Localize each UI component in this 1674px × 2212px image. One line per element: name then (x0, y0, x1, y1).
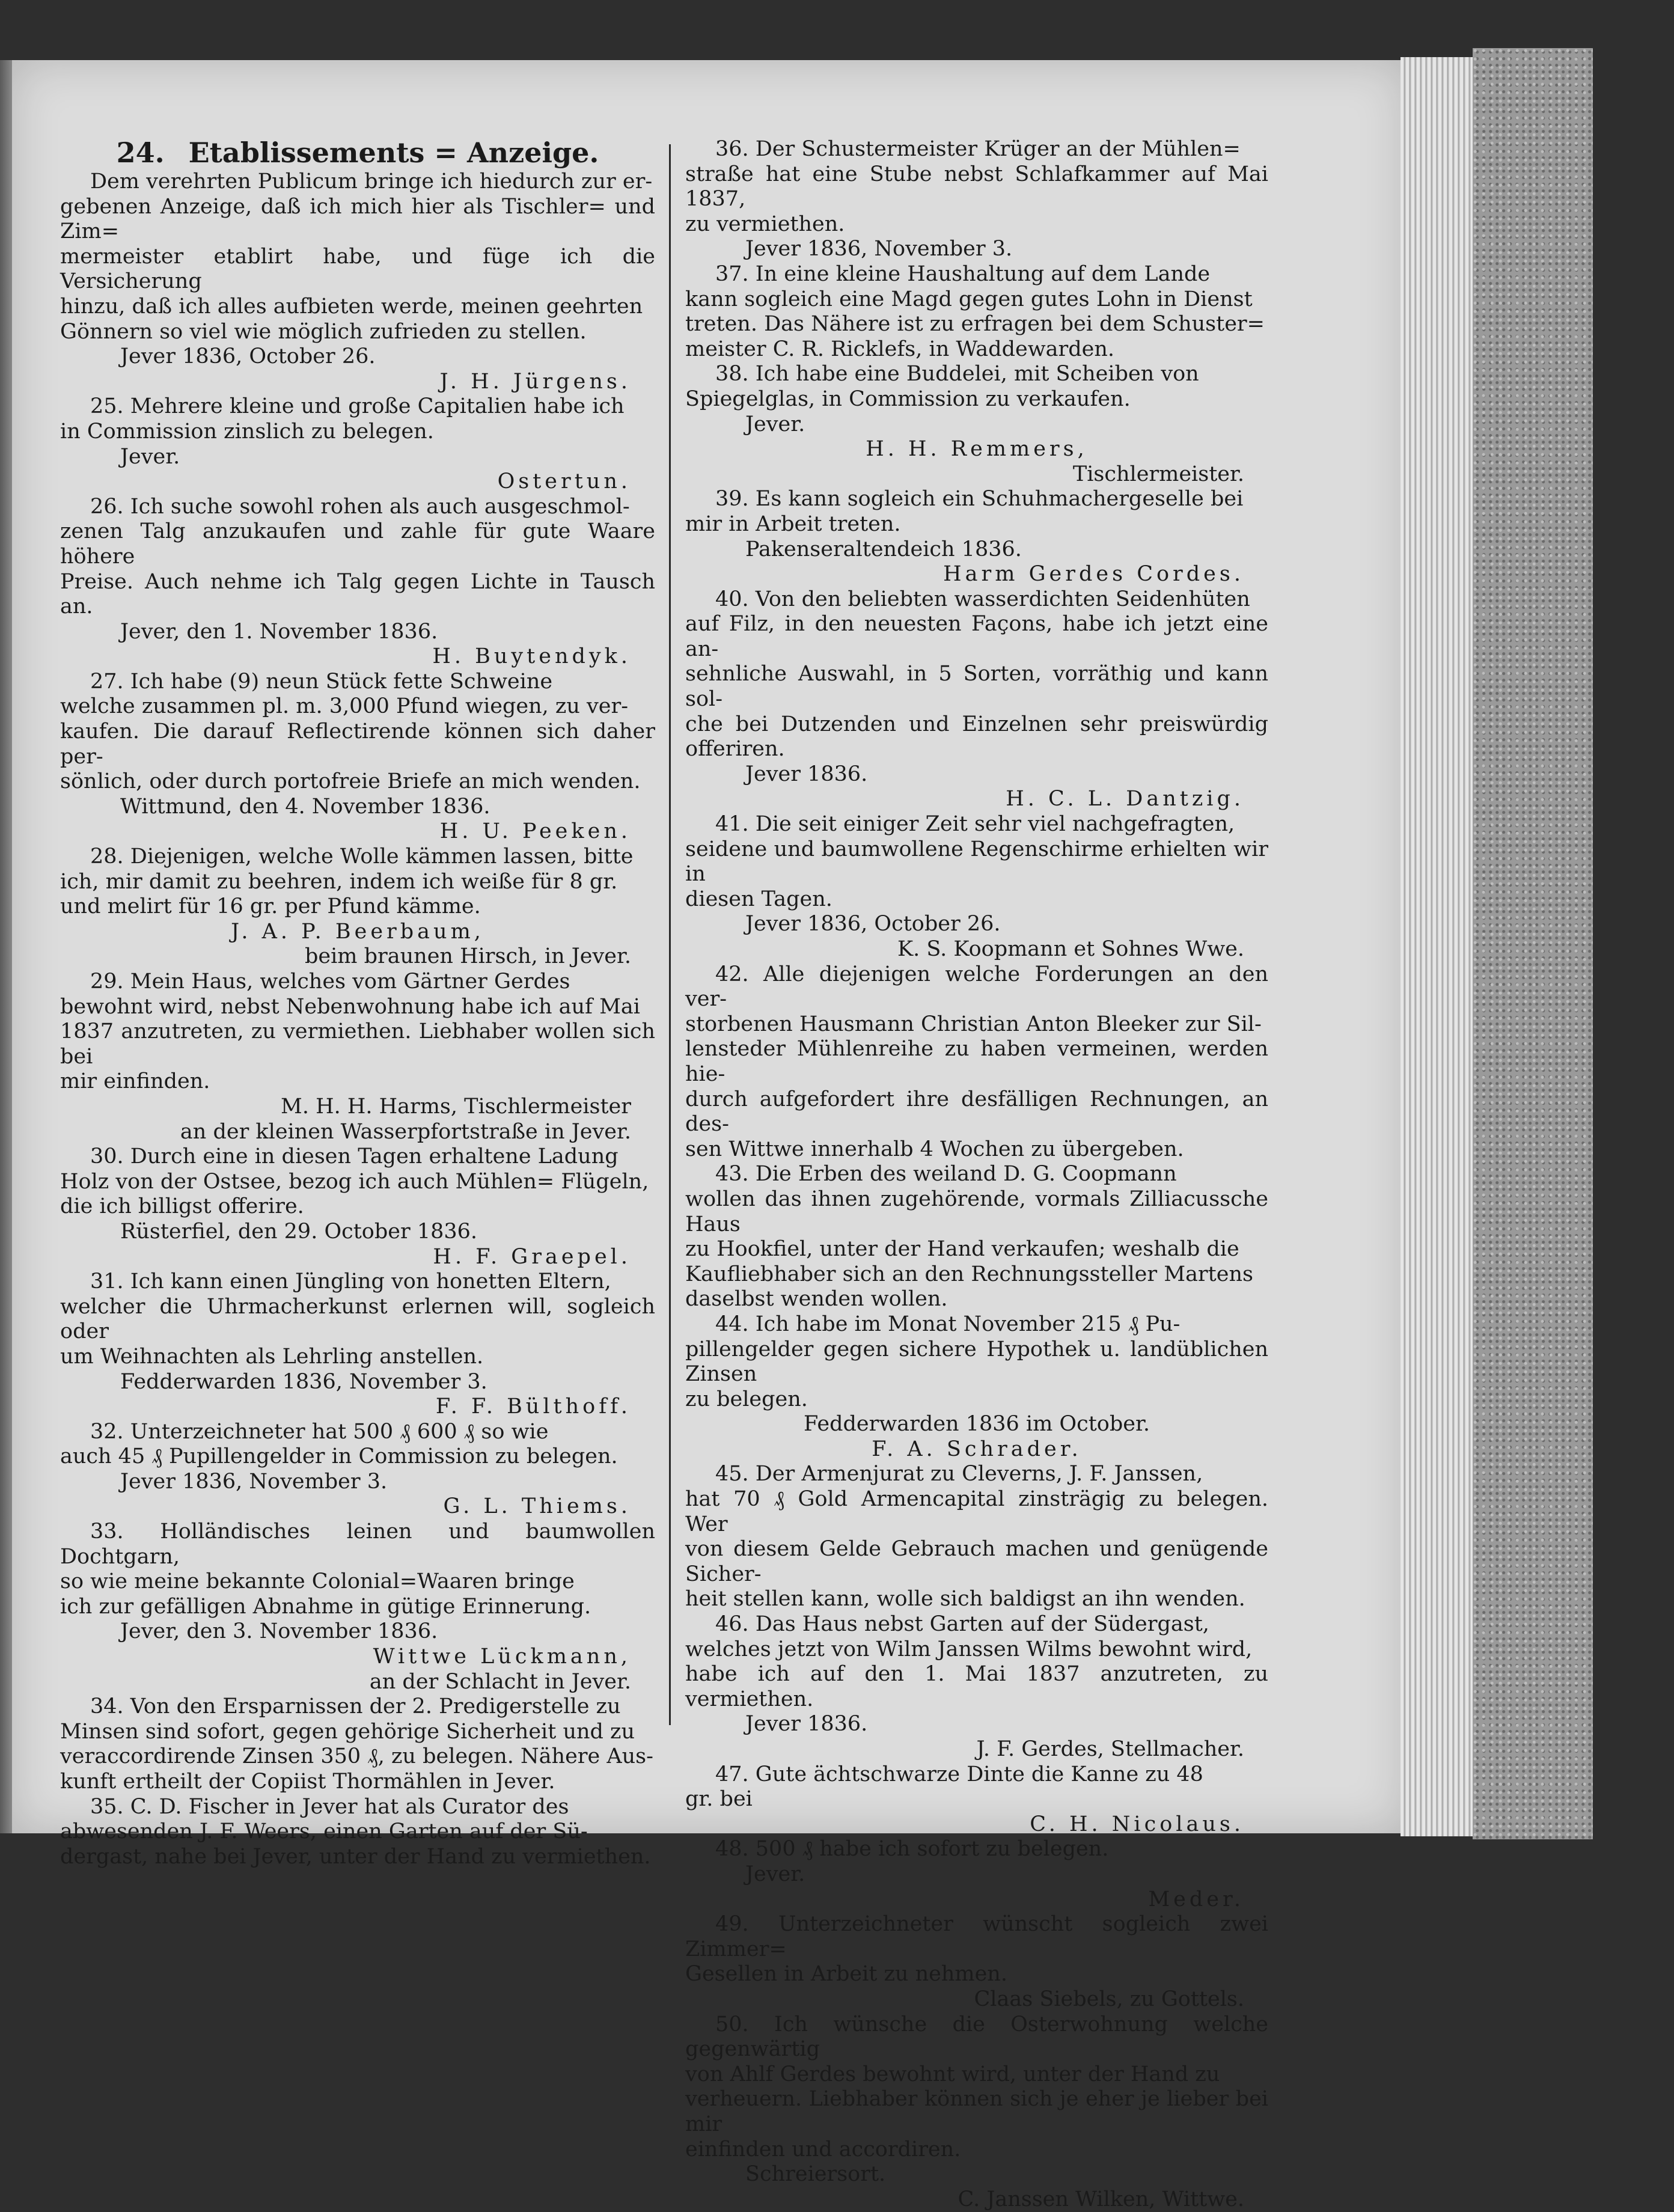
notice-29: 29. Mein Haus, welches vom Gärtner Gerdes bewohnt wird, nebst Nebenwohnung habe ich auf Mai 1837 anzutreten, zu vermiethen. Liebhaber wollen sich bei mir einfinden. M. H. H. Harms, Tischlermeister an der kleinen Wasserpfortstraße in Jever. (60, 970, 655, 1144)
stacked-page-edges (1401, 57, 1473, 1836)
notice-46: 46. Das Haus nebst Garten auf der Südergast, welches jetzt von Wilm Janssen Wilms bewohnt wird, habe ich auf den 1. Mai 1837 anzutreten, zu vermiethen. Jever 1836. J. F. Gerdes, Stellmacher. (685, 1612, 1268, 1761)
section-heading: 24. Etablissements = Anzeige. (116, 136, 599, 169)
notice-43: 43. Die Erben des weiland D. G. Coopmann wollen das ihnen zugehörende, vormals Zilliacussche Haus zu Hookfiel, unter der Hand verkaufen; weshalb die Kaufliebhaber sich an den Rechnungssteller Martens daselbst wenden wollen. (685, 1162, 1268, 1312)
notice-48: 48. 500 ₰ habe ich sofort zu belegen. Jever. Meder. (715, 1837, 1244, 1911)
notice-31: 31. Ich kann einen Jüngling von honetten Eltern, welcher die Uhrmacherkunst erlernen will, sogleich oder um Weihnachten als Lehrling anstellen. Fedderwarden 1836, November 3. F. F. Bülthoff. (60, 1269, 655, 1419)
notice-28: 28. Diejenigen, welche Wolle kämmen lassen, bitte ich, mir damit zu beehren, indem ich weiße für 8 gr. und melirt für 16 gr. per Pfund kämme. J. A. P. Beerbaum, beim braunen Hirsch, in Jever. (60, 845, 634, 969)
notice-41: 41. Die seit einiger Zeit sehr viel nachgefragten, seidene und baumwollene Regenschirme erhielten wir in diesen Tagen. Jever 1836, October 26. K. S. Koopmann et Sohnes Wwe. (685, 812, 1268, 961)
notice-47: 47. Gute ächtschwarze Dinte die Kanne zu 48 gr. bei C. H. Nicolaus. (685, 1762, 1244, 1836)
notice-26: 26. Ich suche sowohl rohen als auch ausgeschmol- zenen Talg anzukaufen und zahle für gute Waare höhere Preise. Auch nehme ich Talg gegen Lichte in Tausch an. Jever, den 1. November 1836. H. Buytendyk. (60, 494, 655, 669)
notice-32: 32. Unterzeichneter hat 500 ₰ 600 ₰ so wie auch 45 ₰ Pupillengelder in Commission zu belegen. Jever 1836, November 3. G. L. Thiems. (60, 1419, 631, 1519)
notice-50: 50. Ich wünsche die Osterwohnung welche gegenwärtig von Ahlf Gerdes bewohnt wird, unter der Hand zu verheuern. Liebhaber können sich je eher je lieber bei mir einfinden und accordiren. Schreiersort. C. Janssen Wilken, Wittwe. (685, 2012, 1268, 2211)
notice-25: 25. Mehrere kleine und große Capitalien habe ich in Commission zinslich zu belegen. Jever. Ostertun. (60, 394, 631, 494)
notice-38: 38. Ich habe eine Buddelei, mit Scheiben von Spiegelglas, in Commission zu verkaufen. Jever. H. H. Remmers, Tischlermeister. (685, 362, 1244, 486)
notice-27: 27. Ich habe (9) neun Stück fette Schweine welche zusammen pl. m. 3,000 Pfund wiegen, zu ver- kaufen. Die darauf Reflectirende können sich daher per- sönlich, oder durch portofreie Briefe an mich wenden. Wittmund, den 4. November 1836. H. U. Peeken. (60, 669, 655, 844)
notice-40: 40. Von den beliebten wasserdichten Seidenhüten auf Filz, in den neuesten Façons, habe ich jetzt eine an- sehnliche Auswahl, in 5 Sorten, vorräthig und kann sol- che bei Dutzenden und Einzelnen sehr preiswürdig offeriren. Jever 1836. H. C. L. Dantzig. (685, 587, 1268, 811)
notice-35: 35. C. D. Fischer in Jever hat als Curator des abwesenden J. F. Weers, einen Garten auf der Sü- dergast, nahe bei Jever, unter der Hand zu vermiethen. (60, 1794, 651, 1869)
left-column (60, 137, 655, 1869)
notice-37: 37. In eine kleine Haushaltung auf dem Lande kann sogleich eine Magd gegen gutes Lohn in Dienst treten. Das Nähere ist zu erfragen bei dem Schuster= meister C. R. Ricklefs, in Waddewarden. (685, 261, 1265, 361)
notice-34: 34. Von den Ersparnissen der 2. Predigerstelle zu Minsen sind sofort, gegen gehörige Sicherheit und zu veraccordirende Zinsen 350 ₰, zu belegen. Nähere Aus- kunft ertheilt der Copiist Thormählen in Jever. (60, 1694, 653, 1794)
right-column (685, 137, 1268, 2212)
notice-45: 45. Der Armenjurat zu Cleverns, J. F. Janssen, hat 70 ₰ Gold Armencapital zinsträgig zu belegen. Wer von diesem Gelde Gebrauch machen und genügende Sicher- heit stellen kann, wolle sich baldigst an ihn wenden. (685, 1462, 1268, 1612)
notice-36: 36. Der Schustermeister Krüger an der Mühlen= straße hat eine Stube nebst Schlafkammer auf Mai 1837, zu vermiethen. Jever 1836, November 3. (685, 137, 1268, 261)
notice-24: Dem verehrten Publicum bringe ich hiedurch zur er- gebenen Anzeige, daß ich mich hier als Tischler= und Zim= mermeister etablirt habe, und füge ich die Versicherung hinzu, daß ich alles aufbieten werde, meinen geehrten Gönnern so viel wie möglich zufrieden zu stellen. Jever 1836, October 26. J. H. Jürgens. (60, 170, 655, 394)
notice-33: 33. Holländisches leinen und baumwollen Dochtgarn, so wie meine bekannte Colonial=Waaren bringe ich zur gefälligen Abnahme in gütige Erinnerung. Jever, den 3. November 1836. Wittwe Lückmann, an der Schlacht in Jever. (60, 1520, 655, 1694)
column-divider (669, 144, 671, 1725)
book-cover-edge (1473, 48, 1593, 1839)
notice-39: 39. Es kann sogleich ein Schuhmachergeselle bei mir in Arbeit treten. Pakenseraltendeich 1836. Harm Gerdes Cordes. (685, 487, 1244, 587)
notice-49: 49. Unterzeichneter wünscht sogleich zwei Zimmer= Gesellen in Arbeit zu nehmen. Claas Siebels, zu Gottels. (685, 1912, 1268, 2011)
notice-42: 42. Alle diejenigen welche Forderungen an den ver- storbenen Hausmann Christian Anton Bleeker zur Sil- lensteder Mühlenreihe zu haben vermeinen, werden hie- durch aufgefordert ihre desfälligen Rechnungen, an des- sen Wittwe innerhalb 4 Wochen zu übergeben. (685, 962, 1268, 1161)
notice-30: 30. Durch eine in diesen Tagen erhaltene Ladung Holz von der Ostsee, bezog ich auch Mühlen= Flügeln, die ich billigst offerire. Rüsterfiel, den 29. October 1836. H. F. Graepel. (60, 1144, 649, 1269)
notice-44: 44. Ich habe im Monat November 215 ₰ Pu- pillengelder gegen sichere Hypothek u. landüblichen Zinsen zu belegen. Fedderwarden 1836 im October. F. A. Schrader. (685, 1312, 1268, 1461)
